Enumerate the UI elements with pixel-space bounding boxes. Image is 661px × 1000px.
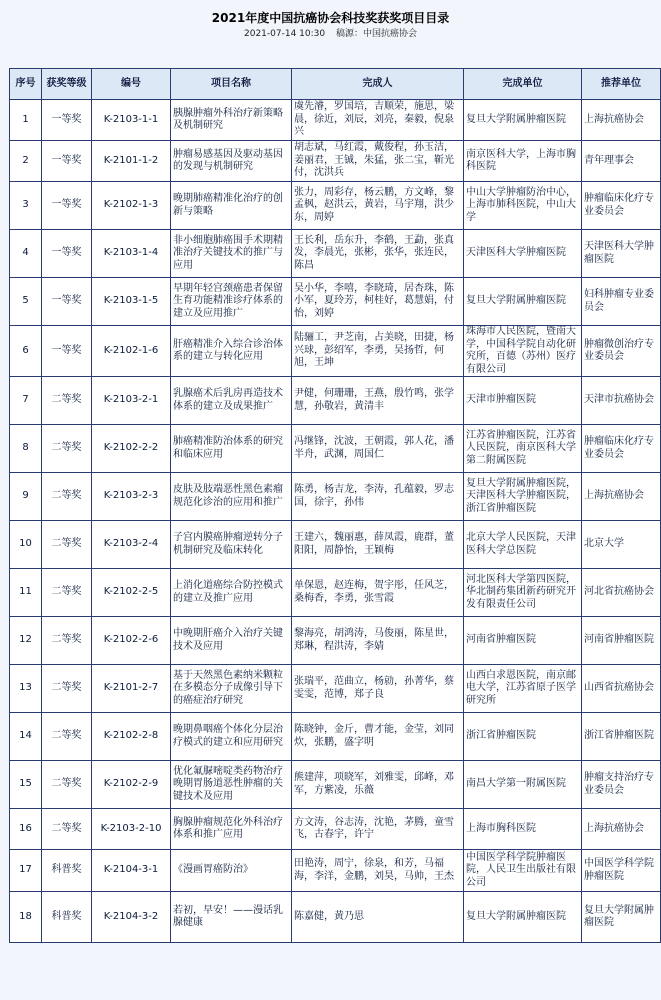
cell-level: 二等奖: [42, 665, 92, 713]
cell-code: K-2102-2-5: [92, 569, 171, 617]
col-header-level: 获奖等级: [42, 69, 92, 100]
cell-level: 科普奖: [42, 892, 92, 943]
cell-code: K-2103-1-4: [92, 230, 171, 278]
cell-level: 二等奖: [42, 425, 92, 473]
cell-code: K-2103-2-4: [92, 521, 171, 569]
cell-recommender: 上海抗癌协会: [582, 100, 661, 141]
cell-level: 科普奖: [42, 850, 92, 892]
table-row: [10, 850, 661, 892]
cell-recommender: 复旦大学附属肿瘤医院: [582, 892, 661, 943]
cell-project: 肿瘤易感基因及驱动基因的发现与机制研究: [171, 141, 292, 182]
cell-unit: 山西白求恩医院，南京邮电大学，江苏省原子医学研究所: [464, 665, 582, 713]
cell-project: 早期年轻宫颈癌患者保留生育功能精准诊疗体系的建立及应用推广: [171, 278, 292, 326]
cell-people: 张瑞平，范曲立，杨勍，孙菁华，蔡雯雯，范博，郑子良: [292, 665, 464, 713]
cell-people: 熊建萍，项晓军，刘雅雯，邱峰，邓军，方紫凌，乐薇: [292, 761, 464, 809]
cell-unit: 南昌大学第一附属医院: [464, 761, 582, 809]
cell-unit: 复旦大学附属肿瘤医院: [464, 100, 582, 141]
cell-unit: 上海市胸科医院: [464, 809, 582, 850]
cell-level: 二等奖: [42, 569, 92, 617]
cell-unit: 天津市肿瘤医院: [464, 377, 582, 425]
cell-people: 张力，周彩存，杨云鹏，方文峰，黎孟枫，赵洪云，黄岩，马宇翔，洪少东，周婷: [292, 182, 464, 230]
cell-recommender: 浙江省肿瘤医院: [582, 713, 661, 761]
cell-index: 8: [10, 425, 42, 473]
cell-recommender: 上海抗癌协会: [582, 473, 661, 521]
cell-people: 冯继锋，沈波，王朝霞，郭人花，潘半舟，武渊，周国仁: [292, 425, 464, 473]
cell-people: 胡志斌，马红霞，戴俊程，孙玉洁，姜丽君，王铖，朱猛，张二宝，靳光付，沈洪兵: [292, 141, 464, 182]
table-row: [10, 100, 661, 141]
cell-people: 单保恩，赵连梅，贺宇彤，任风芝，桑梅香，李勇，张雪霞: [292, 569, 464, 617]
cell-unit: 天津医科大学肿瘤医院: [464, 230, 582, 278]
cell-index: 2: [10, 141, 42, 182]
cell-index: 7: [10, 377, 42, 425]
cell-index: 13: [10, 665, 42, 713]
cell-index: 1: [10, 100, 42, 141]
cell-people: 方文涛，谷志涛，沈艳，茅腾，童雪飞，古春宇，许宁: [292, 809, 464, 850]
cell-people: 陈嘉健，黄乃思: [292, 892, 464, 943]
cell-unit: 河北医科大学第四医院，华北制药集团新药研究开发有限责任公司: [464, 569, 582, 617]
cell-level: 二等奖: [42, 617, 92, 665]
cell-code: K-2103-1-1: [92, 100, 171, 141]
cell-project: 上消化道癌综合防控模式的建立及推广应用: [171, 569, 292, 617]
cell-recommender: 妇科肿瘤专业委员会: [582, 278, 661, 326]
cell-recommender: 河北省抗癌协会: [582, 569, 661, 617]
cell-unit: 北京大学人民医院，天津医科大学总医院: [464, 521, 582, 569]
cell-index: 14: [10, 713, 42, 761]
source-label: 稿源：中国抗癌协会: [335, 29, 417, 39]
table-row: [10, 665, 661, 713]
cell-recommender: 肿瘤临床化疗专业委员会: [582, 425, 661, 473]
cell-code: K-2103-2-3: [92, 473, 171, 521]
cell-recommender: 山西省抗癌协会: [582, 665, 661, 713]
cell-recommender: 北京大学: [582, 521, 661, 569]
cell-code: K-2104-3-2: [92, 892, 171, 943]
cell-project: 《漫画胃癌防治》: [171, 850, 292, 892]
cell-code: K-2103-2-10: [92, 809, 171, 850]
cell-index: 3: [10, 182, 42, 230]
cell-level: 二等奖: [42, 473, 92, 521]
cell-code: K-2102-2-9: [92, 761, 171, 809]
cell-project: 晚期鼻咽癌个体化分层治疗模式的建立和应用研究: [171, 713, 292, 761]
cell-project: 胰腺肿瘤外科治疗新策略及机制研究: [171, 100, 292, 141]
cell-project: 肺癌精准防治体系的研究和临床应用: [171, 425, 292, 473]
cell-unit: 复旦大学附属肿瘤医院，天津医科大学肿瘤医院，浙江省肿瘤医院: [464, 473, 582, 521]
cell-level: 二等奖: [42, 761, 92, 809]
cell-code: K-2101-2-7: [92, 665, 171, 713]
cell-unit: 珠海市人民医院，暨南大学，中国科学院自动化研究所，百德（苏州）医疗有限公司: [464, 326, 582, 377]
cell-project: 非小细胞肺癌围手术期精准治疗关键技术的推广与应用: [171, 230, 292, 278]
cell-index: 5: [10, 278, 42, 326]
cell-recommender: 肿瘤微创治疗专业委员会: [582, 326, 661, 377]
page-meta: [0, 27, 661, 41]
cell-project: 肝癌精准介入综合诊治体系的建立与转化应用: [171, 326, 292, 377]
cell-recommender: 青年理事会: [582, 141, 661, 182]
cell-level: 二等奖: [42, 713, 92, 761]
cell-index: 18: [10, 892, 42, 943]
cell-people: 陆骊工，尹芝南，占美晓，田捷，杨兴球，彭绍军，李勇，吴扬哲，何旭，王坤: [292, 326, 464, 377]
cell-unit: 复旦大学附属肿瘤医院: [464, 892, 582, 943]
table-row: [10, 569, 661, 617]
cell-recommender: 河南省肿瘤医院: [582, 617, 661, 665]
cell-recommender: 上海抗癌协会: [582, 809, 661, 850]
table-row: [10, 182, 661, 230]
col-header-code: 编号: [92, 69, 171, 100]
cell-code: K-2101-1-2: [92, 141, 171, 182]
cell-code: K-2104-3-1: [92, 850, 171, 892]
cell-project: 若初，早安！——漫话乳腺健康: [171, 892, 292, 943]
table-row: [10, 892, 661, 943]
cell-code: K-2102-1-6: [92, 326, 171, 377]
cell-level: 一等奖: [42, 141, 92, 182]
table-row: [10, 141, 661, 182]
cell-people: 陈勇，杨吉龙，李涛，孔蕴毅，罗志国，徐宇，孙伟: [292, 473, 464, 521]
award-table: [9, 68, 661, 943]
cell-project: 胸腺肿瘤规范化外科治疗体系和推广应用: [171, 809, 292, 850]
cell-code: K-2102-1-3: [92, 182, 171, 230]
cell-level: 二等奖: [42, 521, 92, 569]
cell-unit: 浙江省肿瘤医院: [464, 713, 582, 761]
cell-code: K-2102-2-8: [92, 713, 171, 761]
cell-unit: 中国医学科学院肿瘤医院，人民卫生出版社有限公司: [464, 850, 582, 892]
cell-people: 黎海亮，胡鸿涛，马俊丽，陈星世，郑琳，程洪涛，李婧: [292, 617, 464, 665]
table-row: [10, 425, 661, 473]
cell-people: 陈晓钟，金斤，曹才能，金莹，刘同炊，张鹏，盛字明: [292, 713, 464, 761]
col-header-people: 完成人: [292, 69, 464, 100]
cell-unit: 河南省肿瘤医院: [464, 617, 582, 665]
cell-index: 6: [10, 326, 42, 377]
cell-code: K-2103-1-5: [92, 278, 171, 326]
cell-index: 16: [10, 809, 42, 850]
cell-index: 12: [10, 617, 42, 665]
cell-level: 二等奖: [42, 809, 92, 850]
cell-code: K-2103-2-1: [92, 377, 171, 425]
cell-index: 11: [10, 569, 42, 617]
cell-level: 一等奖: [42, 278, 92, 326]
cell-people: 王长利，岳东升，李鹤，王勐，张真发，李晨光，张彬，张华，张连民，陈昌: [292, 230, 464, 278]
col-header-unit: 完成单位: [464, 69, 582, 100]
cell-project: 子宫内膜癌肿瘤逆转分子机制研究及临床转化: [171, 521, 292, 569]
cell-people: 王建六，魏丽惠，薛凤霞，鹿群，董阳阳，周静怡，王颖梅: [292, 521, 464, 569]
publish-datetime: 2021-07-14 10:30: [244, 29, 326, 39]
col-header-recommender: 推荐单位: [582, 69, 661, 100]
table-row: [10, 617, 661, 665]
cell-people: 虞先濬，罗国培，吉顺荣，施思，梁晨，徐近，刘辰，刘亮，秦毅，倪泉兴: [292, 100, 464, 141]
table-row: [10, 473, 661, 521]
cell-level: 一等奖: [42, 326, 92, 377]
cell-index: 15: [10, 761, 42, 809]
cell-unit: 中山大学肿瘤防治中心，上海市肺科医院，中山大学: [464, 182, 582, 230]
cell-index: 10: [10, 521, 42, 569]
cell-index: 9: [10, 473, 42, 521]
col-header-index: 序号: [10, 69, 42, 100]
cell-unit: 复旦大学附属肿瘤医院: [464, 278, 582, 326]
table-row: [10, 326, 661, 377]
cell-unit: 江苏省肿瘤医院，江苏省人民医院，南京医科大学第二附属医院: [464, 425, 582, 473]
table-row: [10, 521, 661, 569]
cell-project: 皮肤及肢端恶性黑色素瘤规范化诊治的应用和推广: [171, 473, 292, 521]
cell-level: 一等奖: [42, 100, 92, 141]
cell-people: 吴小华，李嘻，李晓琦，居杏珠，陈小军，夏玲芳，柯桂好，葛慧娟，付怡，刘婷: [292, 278, 464, 326]
cell-level: 二等奖: [42, 377, 92, 425]
cell-index: 4: [10, 230, 42, 278]
col-header-project: 项目名称: [171, 69, 292, 100]
cell-project: 中晚期肝癌介入治疗关键技术及应用: [171, 617, 292, 665]
cell-people: 田艳涛，周宁，徐泉，和芳，马福海，李洋，金鹏，刘昊，马帅，王杰: [292, 850, 464, 892]
table-row: [10, 278, 661, 326]
cell-project: 优化氟脲嘧啶类药物治疗晚期胃肠道恶性肿瘤的关键技术及应用: [171, 761, 292, 809]
cell-unit: 南京医科大学，上海市胸科医院: [464, 141, 582, 182]
cell-people: 尹健，何珊珊，王燕，殷竹鸣，张学慧，孙敬岩，黄清丰: [292, 377, 464, 425]
cell-recommender: 肿瘤临床化疗专业委员会: [582, 182, 661, 230]
cell-recommender: 天津市抗癌协会: [582, 377, 661, 425]
cell-recommender: 中国医学科学院肿瘤医院: [582, 850, 661, 892]
page-title: 2021年度中国抗癌协会科技奖获奖项目目录: [211, 11, 450, 25]
cell-code: K-2102-2-6: [92, 617, 171, 665]
cell-project: 晚期肺癌精准化治疗的创新与策略: [171, 182, 292, 230]
cell-level: 一等奖: [42, 230, 92, 278]
cell-code: K-2102-2-2: [92, 425, 171, 473]
table-row: [10, 377, 661, 425]
cell-recommender: 天津医科大学肿瘤医院: [582, 230, 661, 278]
table-row: [10, 713, 661, 761]
table-row: [10, 230, 661, 278]
page-header: [0, 0, 661, 41]
table-row: [10, 761, 661, 809]
cell-project: 乳腺癌术后乳房再造技术体系的建立及成果推广: [171, 377, 292, 425]
cell-index: 17: [10, 850, 42, 892]
cell-level: 一等奖: [42, 182, 92, 230]
table-header-row: [10, 69, 661, 100]
table-row: [10, 809, 661, 850]
cell-project: 基于天然黑色素纳米颗粒在多模态分子成像引导下的癌症治疗研究: [171, 665, 292, 713]
cell-recommender: 肿瘤支持治疗专业委员会: [582, 761, 661, 809]
